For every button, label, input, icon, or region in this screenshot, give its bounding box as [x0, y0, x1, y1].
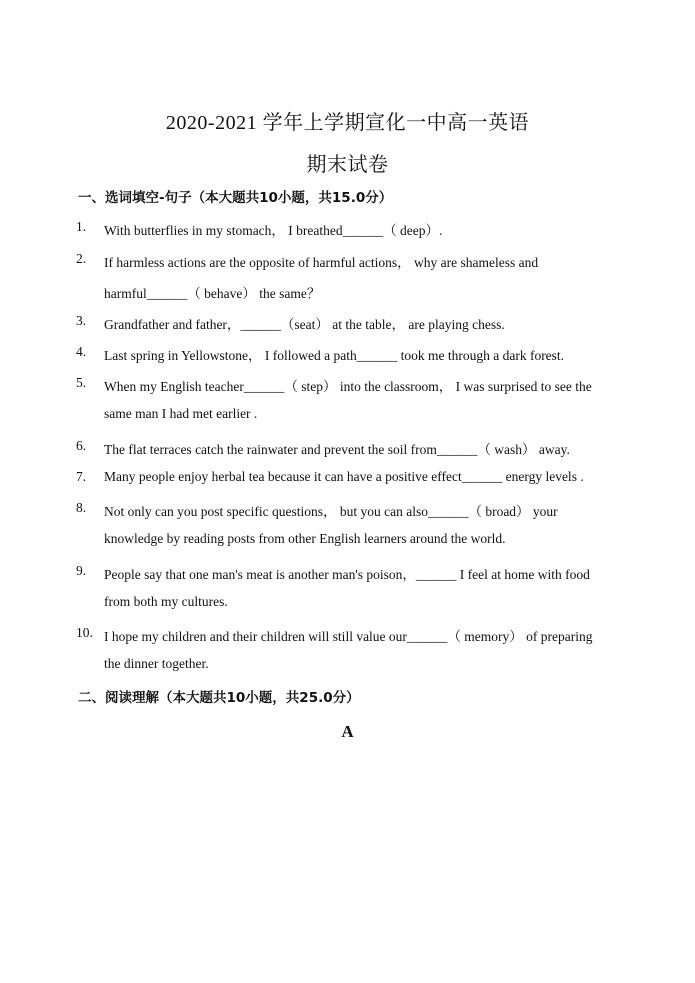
- section-heading-1: [78, 186, 392, 206]
- question-text: If harmless actions are the opposite of harmful actions， why are shameless and: [104, 255, 539, 270]
- passage-label: A: [341, 722, 354, 741]
- question-text: People say that one man's meat is another man's poison，______ I feel at home with food: [104, 567, 590, 582]
- section-label: 阅读理解（本大题共: [105, 690, 227, 706]
- question-text: I hope my children and their children will still value our______（ memory） of preparing: [104, 629, 593, 644]
- question-text: Not only can you post specific questions， but you can also______（ broad） your: [104, 504, 558, 519]
- question-number: 1.: [76, 219, 87, 234]
- question-text: Many people enjoy herbal tea because it can have a positive effect______ energy levels .: [104, 469, 584, 484]
- section-end: 分）: [365, 190, 393, 206]
- question-text: from both my cultures.: [104, 594, 228, 609]
- section-number: 二、: [78, 690, 105, 706]
- question-text: With butterflies in my stomach， I breathed______（ deep）.: [104, 223, 443, 238]
- question-text: When my English teacher______（ step） into the classroom， I was surprised to see the: [104, 379, 592, 394]
- question-text: Grandfather and father，______（seat） at the table， are playing chess.: [104, 317, 505, 332]
- section-number: 一、: [78, 190, 105, 206]
- question-text: The flat terraces catch the rainwater and prevent the soil from______（ wash） away.: [104, 442, 570, 457]
- section-mid: 小题，共: [245, 690, 300, 706]
- question-number: 7.: [76, 469, 87, 484]
- section-count: 10: [259, 190, 278, 206]
- section-score: 25.0: [299, 690, 333, 706]
- page-subtitle: 期末试卷: [306, 154, 389, 176]
- question-number: 6.: [76, 438, 87, 453]
- section-end: 分）: [332, 690, 360, 706]
- section-heading-2: [78, 686, 360, 706]
- question-text: Last spring in Yellowstone， I followed a path______ took me through a dark forest.: [104, 348, 565, 363]
- question-number: 4.: [76, 344, 87, 359]
- question-number: 5.: [76, 375, 87, 390]
- question-text: knowledge by reading posts from other English learners around the world.: [104, 531, 506, 546]
- section-score: 15.0: [331, 190, 366, 206]
- question-number: 2.: [76, 251, 87, 266]
- question-number: 10.: [76, 625, 93, 640]
- question-text: the dinner together.: [104, 656, 209, 671]
- page-title: 2020-2021 学年上学期宣化一中高一英语: [165, 112, 530, 134]
- section-count: 10: [226, 690, 246, 706]
- question-number: 3.: [76, 313, 87, 328]
- question-text: same man I had met earlier .: [104, 406, 258, 421]
- question-number: 8.: [76, 500, 87, 515]
- section-label: 选词填空-句子（本大题共: [105, 190, 260, 206]
- question-number: 9.: [76, 563, 87, 578]
- section-mid: 小题，共: [277, 190, 332, 206]
- question-text: harmful______（ behave） the same？: [104, 286, 321, 301]
